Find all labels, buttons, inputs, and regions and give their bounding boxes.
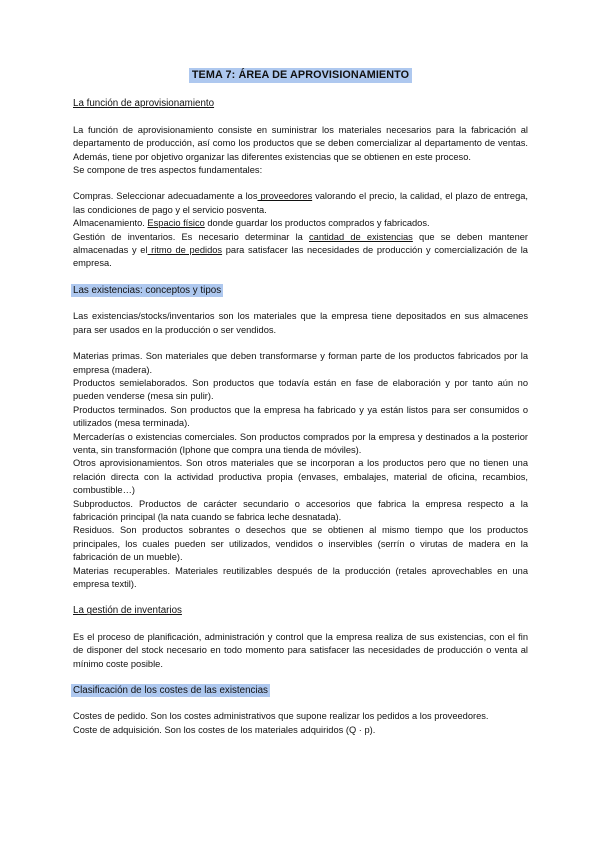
section-heading-existencias: Las existencias: conceptos y tipos <box>73 284 222 296</box>
item-almacenamiento: Almacenamiento. Espacio físico donde guardar los productos comprados y fabricados. <box>73 218 430 229</box>
paragraph-intro: La función de aprovisionamiento consiste en suministrar los materiales necesarios para la fabricación al departamento de producción, así como los productos que se deben comercializar al departamento de ventas. Además, tiene por objetivo organizar las diferentes existencias que se obtienen en este proceso. <box>73 124 528 162</box>
list-item: Subproductos. Productos de carácter secundario o accesorios que fabrica la empresa respecto a la fabricación principal (la nata cuando se fabrica leche desnatada). <box>73 498 528 522</box>
title-row <box>73 68 528 83</box>
list-item: Productos semielaborados. Son productos que todavía están en fase de elaboración y por tanto aún no pueden venderse (mesa sin pulir). <box>73 377 528 402</box>
list-item: Residuos. Son productos sobrantes o desechos que se obtienen al mismo tiempo que los productos principales, los cuales pueden ser utilizados, vendidos o inservibles (serrín o virutas de madera en la fabricación de un mueble). <box>73 525 528 563</box>
section-heading-costes: Clasificación de los costes de las existencias <box>73 685 268 697</box>
document-page <box>73 68 528 737</box>
document-title: TEMA 7: ÁREA DE APROVISIONAMIENTO <box>189 68 412 83</box>
item-gestion: Gestión de inventarios. Es necesario determinar la cantidad de existencias que se deben mantener almacenadas y el ritmo de pedidos para satisfacer las necesidades de producción y comercialización de la empresa. <box>73 231 529 269</box>
list-item: Coste de adquisición. Son los costes de los materiales adquiridos (Q · p). <box>73 724 376 735</box>
section-heading-gestion: La gestión de inventarios <box>73 605 182 617</box>
section-heading-funcion: La función de aprovisionamiento <box>73 98 215 110</box>
list-item: Productos terminados. Son productos que la empresa ha fabricado y ya están listos para ser consumidos o utilizados (mesa terminada). <box>73 404 528 429</box>
paragraph-existencias: Las existencias/stocks/inventarios son los materiales que la empresa tiene depositados en sus almacenes para ser usados en la producción o ser vendidos. <box>73 311 528 335</box>
list-item: Materias primas. Son materiales que deben transformarse y forman parte de los productos fabricados por la empresa (madera). <box>73 351 528 375</box>
list-item: Otros aprovisionamientos. Son otros materiales que se incorporan a los productos pero que no tienen una relación directa con la actividad productiva propia (envases, embalajes, material de oficina, recambios, combustible…) <box>73 458 528 496</box>
list-item: Costes de pedido. Son los costes administrativos que supone realizar los pedidos a los proveedores. <box>73 711 489 722</box>
paragraph-intro-2: Se compone de tres aspectos fundamentales: <box>73 165 263 176</box>
list-item: Materias recuperables. Materiales reutilizables después de la producción (retales aprovechables en una empresa textil). <box>73 565 528 589</box>
item-compras: Compras. Seleccionar adecuadamente a los proveedores valorando el precio, la calidad, el plazo de entrega, las condiciones de pago y el servicio posventa. <box>73 191 529 215</box>
list-item: Mercaderías o existencias comerciales. Son productos comprados por la empresa y destinados a la posterior venta, sin transformación (Iphone que compra una tienda de móviles). <box>73 431 528 455</box>
paragraph-gestion: Es el proceso de planificación, administración y control que la empresa realiza de sus existencias, con el fin de disponer del stock necesario en todo momento para satisfacer las necesidades de producción o venta al mínimo coste posible. <box>73 631 528 669</box>
